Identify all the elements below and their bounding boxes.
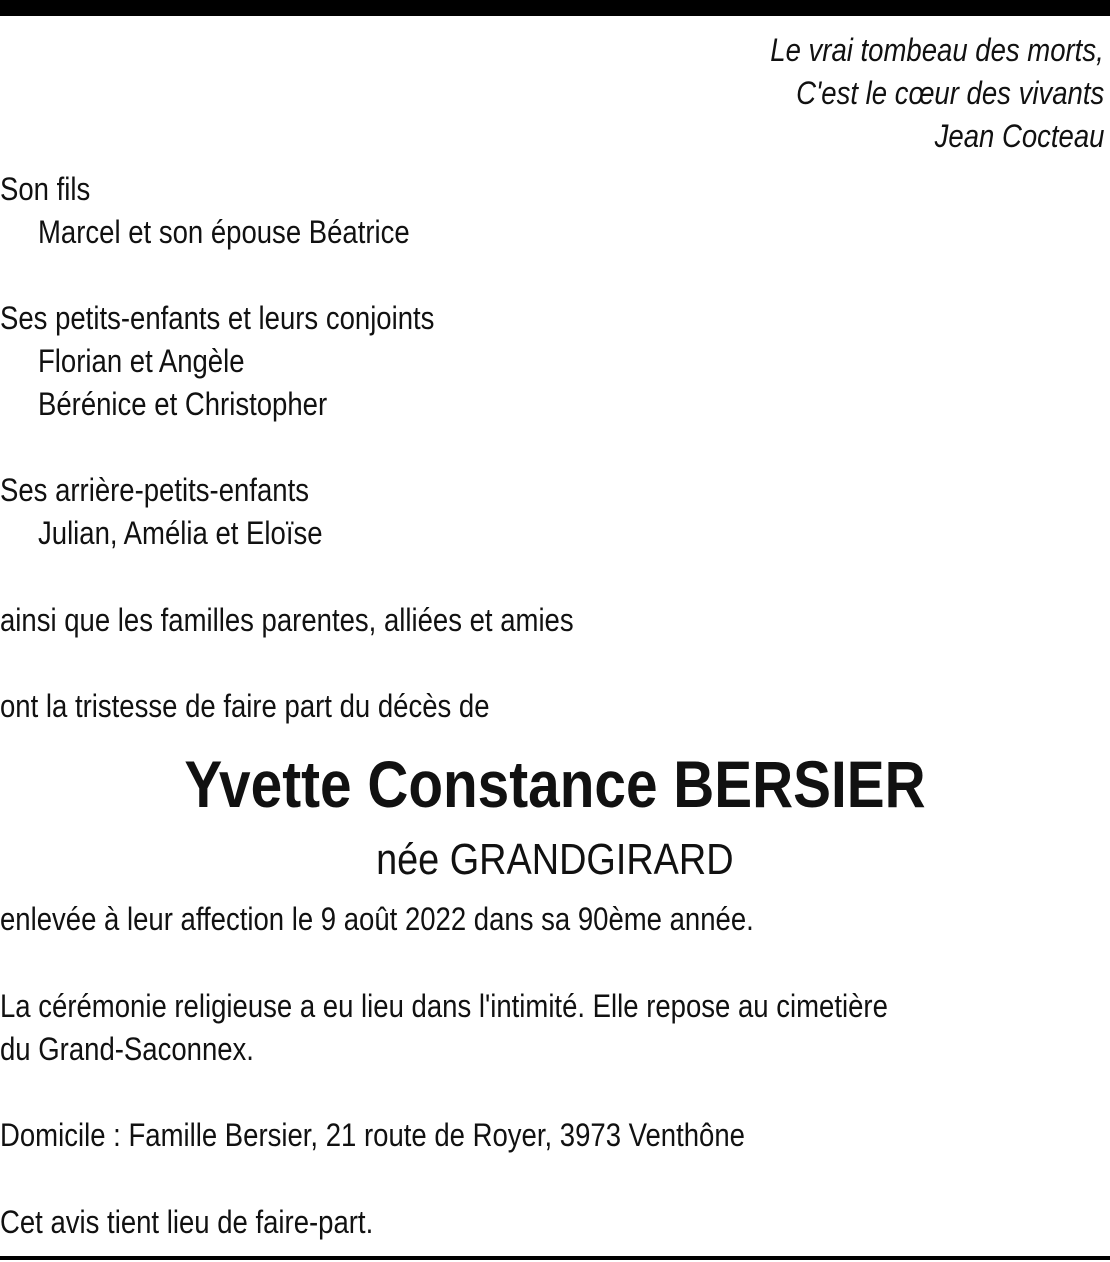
ceremony-line-2: du Grand-Saconnex.: [0, 1031, 254, 1067]
death-details: enlevée à leur affection le 9 août 2022 dans sa 90ème année.: [0, 901, 754, 937]
domicile: Domicile : Famille Bersier, 21 route de Royer, 3973 Venthône: [0, 1117, 745, 1153]
maiden-name-text: née GRANDGIRARD: [376, 835, 734, 884]
son-heading: Son fils: [0, 171, 91, 207]
quote-author: Jean Cocteau: [934, 118, 1104, 154]
bottom-border-rule: [0, 1256, 1110, 1260]
great-grandchildren-names: Julian, Amélia et Eloïse: [38, 515, 323, 551]
son-names: Marcel et son épouse Béatrice: [38, 214, 410, 250]
great-grandchildren-heading: Ses arrière-petits-enfants: [0, 472, 309, 508]
announcement-intro: ont la tristesse de faire part du décès de: [0, 688, 490, 724]
closing-note: Cet avis tient lieu de faire-part.: [0, 1204, 374, 1240]
quote-line-2: C'est le cœur des vivants: [795, 75, 1104, 111]
grandchildren-heading: Ses petits-enfants et leurs conjoints: [0, 300, 435, 336]
extended-family: ainsi que les familles parentes, alliées et amies: [0, 602, 574, 638]
quote-line-1: Le vrai tombeau des morts,: [770, 32, 1104, 68]
ceremony-line-1: La cérémonie religieuse a eu lieu dans l'intimité. Elle repose au cimetière: [0, 988, 888, 1024]
grandchildren-names-2: Bérénice et Christopher: [38, 386, 328, 422]
grandchildren-names-1: Florian et Angèle: [38, 343, 245, 379]
top-border-rule: [0, 0, 1110, 16]
maiden-name: [0, 833, 1110, 887]
deceased-name: [0, 744, 1110, 824]
deceased-name-text: Yvette Constance BERSIER: [184, 747, 926, 821]
